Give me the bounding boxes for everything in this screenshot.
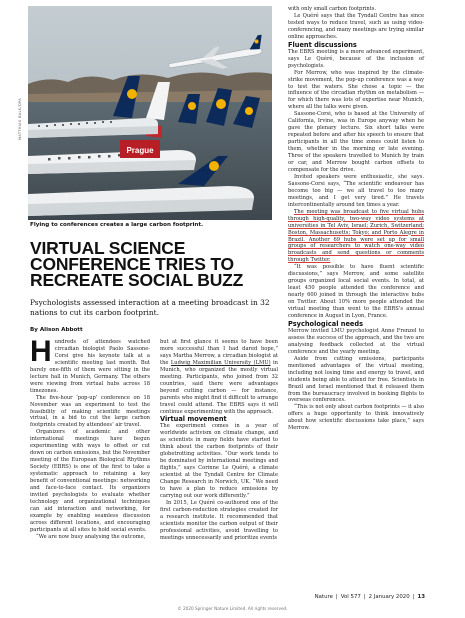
paragraph [160,339,278,415]
standfirst: Psychologists assessed interaction at a meeting broadcast in 32 nations to cut its carbon footprint. [30,298,270,317]
photo-credit: MATTHIAS BALK/DPA [18,97,22,140]
paragraph: “It was possible to have fluent scientific discussions,” says Merrow, and some satellite groups organized local social events. In total, at least 450 people attended the conference and nearly 600 joined in through the interactive hubs on Twitter. About 10% more people attended the virtual meeting than went to the EBRS’s annual conference in August in Lyon, France. [288,264,424,319]
paragraph [30,335,150,395]
headline-line-2: CONFERENCE TRIES TO [30,254,234,274]
lmu-link[interactable]: Ludwig Maximilian University (LMU) [170,359,271,366]
copyright: © 2020 Springer Nature Limited. All rights reserved. [177,606,288,611]
paragraph: The EBRS meeting is a more advanced experiment, says Le Quéré, because of the inclusion of psychologists. [288,48,424,69]
text-run: but at first glance it seems to have been more successful than I had dared hope,” says Martha Merrow, a circadian biologist at the [160,339,278,366]
footer-separator: | [363,594,366,600]
headline-line-3: RECREATE SOCIAL BUZZ [30,270,244,290]
subheading-psychological-needs: Psychological needs [288,319,364,328]
highlighted-text[interactable]: The meeting was broadcast to five virtual hubs through high-quality, two-way video systems at universities in Tel Aviv, Israel; Zurich, Switzerland; Boston, Massachusetts; Tokyo; and Porto Alegre in Brazil. Another 69 hubs were set up for small groups of researchers to watch one-way video broadcasts and send questions or comments through Twitter. [288,208,424,264]
paragraph: For Merrow, who was inspired by the climate-strike movement, the pop-up conference was a way to test the waters. She chose a topic — the influence of the circadian rhythm on metabolism — for which there was lots of expertise near Munich, where all the talks were given. [288,69,424,111]
column-3 [288,6,424,432]
paragraph: The experiment comes in a year of worldwide activism on climate change, and as scientists in many fields have started to think about the carbon footprints of their globetrotting activities. “Our work tends to be dominated by international meetings and flights,” says Corinne Le Quéré, a climate scientist at the Tyndall Centre for Climate Change Research in Norwich, UK. “We need to have a plan to reduce emissions by carrying out our work differently.” [160,423,278,500]
prague-sign [120,140,160,158]
paragraph: “We are now busy analysing the outcome, [36,533,146,540]
airport-photo-illustration [28,6,272,220]
page-footer [285,594,425,600]
footer-separator: | [412,594,415,600]
paragraph: In 2015, Le Quéré co-authored one of the first carbon-reduction strategies created for a research institute. It recommended that scientists monitor the carbon output of their professional activities, avoid travelling to meetings unnecessarily and prioritize events [160,499,278,541]
paragraph: Le Quéré says that the Tyndall Centre has since tested ways to reduce travel, such as using video-conferencing, and many meetings are trying similar online approaches. [288,12,424,40]
subheading-fluent-discussions: Fluent discussions [288,40,357,49]
paragraph: Aside from cutting emissions, participants mentioned advantages of the virtual meeting, including not losing time and energy to travel, and students being able to attend for free. Scientists in Brazil and Israel mentioned that it released them from the bureaucracy involved in booking flights to overseas conferences. [288,355,424,404]
page-number: 13 [417,594,425,600]
lead-paragraph: undreds of attendees watched circadian biologist Paolo Sassone-Corsi give his keynote talk at a scientific meeting last month. But barely one-fifth of them were sitting in the lecture hall in Munich, Germany. The others were viewing from virtual hubs across 18 timezones. [30,339,150,394]
subheading-virtual-movement: Virtual movement [160,415,227,424]
text-run: in Munich, who organized the mostly virtual meeting. Participants, who joined from 32 countries, said there were advantages beyond cutting carbon — for instance, parents who might find it difficult to arrange travel could attend. The EBRS says it will continue experimenting with the approach. [160,359,278,415]
paragraph: Organizers of academic and other international meetings have begun experimenting with ways to offset or cut down on carbon emissions, but the November meeting of the European Biological Rhythms Society (EBRS) is one of the first to take a systematic approach to retaining a key benefit of conventional meetings: networking and face-to-face contact. Its organizers invited psychologists to evaluate whether technology and organizational techniques can aid interaction and networking, for example by enabling seamless discussion across different locations, and encouraging participants at all sites to hold social events. [30,429,150,533]
paragraph: Sassone-Corsi, who is based at the University of California, Irvine, was in Europe anyway when he gave the plenary lecture. Six short talks were repeated before and after his speech to ensure that participants in all the time zones could listen to them, whether in the morning or late evening. Three of the speakers travelled to Munich by train or car, and Merrow bought carbon offsets to compensate for the drive. [288,111,424,173]
paragraph: Merrow invited LMU psychologist Anne Frenzel to assess the success of the approach, and the two are analysing feedback collected at the virtual conference and the yearly meeting. [288,327,424,355]
headline-line-1: VIRTUAL SCIENCE [30,238,186,258]
column-1 [30,335,150,541]
volume: Vol 577 [340,594,361,600]
dropcap: H [30,335,52,368]
paragraph: Invited speakers were enthusiastic, she says. Sassone-Corsi says, “The scientific endeavour has become too big — we all travel to too many meetings, and I get very tired.” He travels intercontinentally around ten times a year. [288,173,424,208]
photo-caption: Flying to conferences creates a large carbon footprint. [30,222,204,228]
highlighted-paragraph[interactable] [288,209,424,265]
paragraph: The five-hour ‘pop-up’ conference on 18 November was an experiment to test the feasibility of making scientific meetings virtual, in a bid to cut the large carbon footprints created by attendees’ air travel. [30,394,150,429]
issue-date: 2 January 2020 [368,594,410,600]
paragraph: with only small carbon footprints. [288,6,377,12]
article-photo [28,6,272,220]
footer-separator: | [335,594,338,600]
sign-text: Prague [126,146,154,155]
column-2 [160,339,278,542]
headline [30,240,280,288]
byline: By Alison Abbott [30,327,83,333]
paragraph: “This is not only about carbon footprints — it also offers a huge opportunity to think innovatively about how scientific discussions take place,” says Merrow. [288,404,424,432]
journal-name: Nature [314,594,333,600]
